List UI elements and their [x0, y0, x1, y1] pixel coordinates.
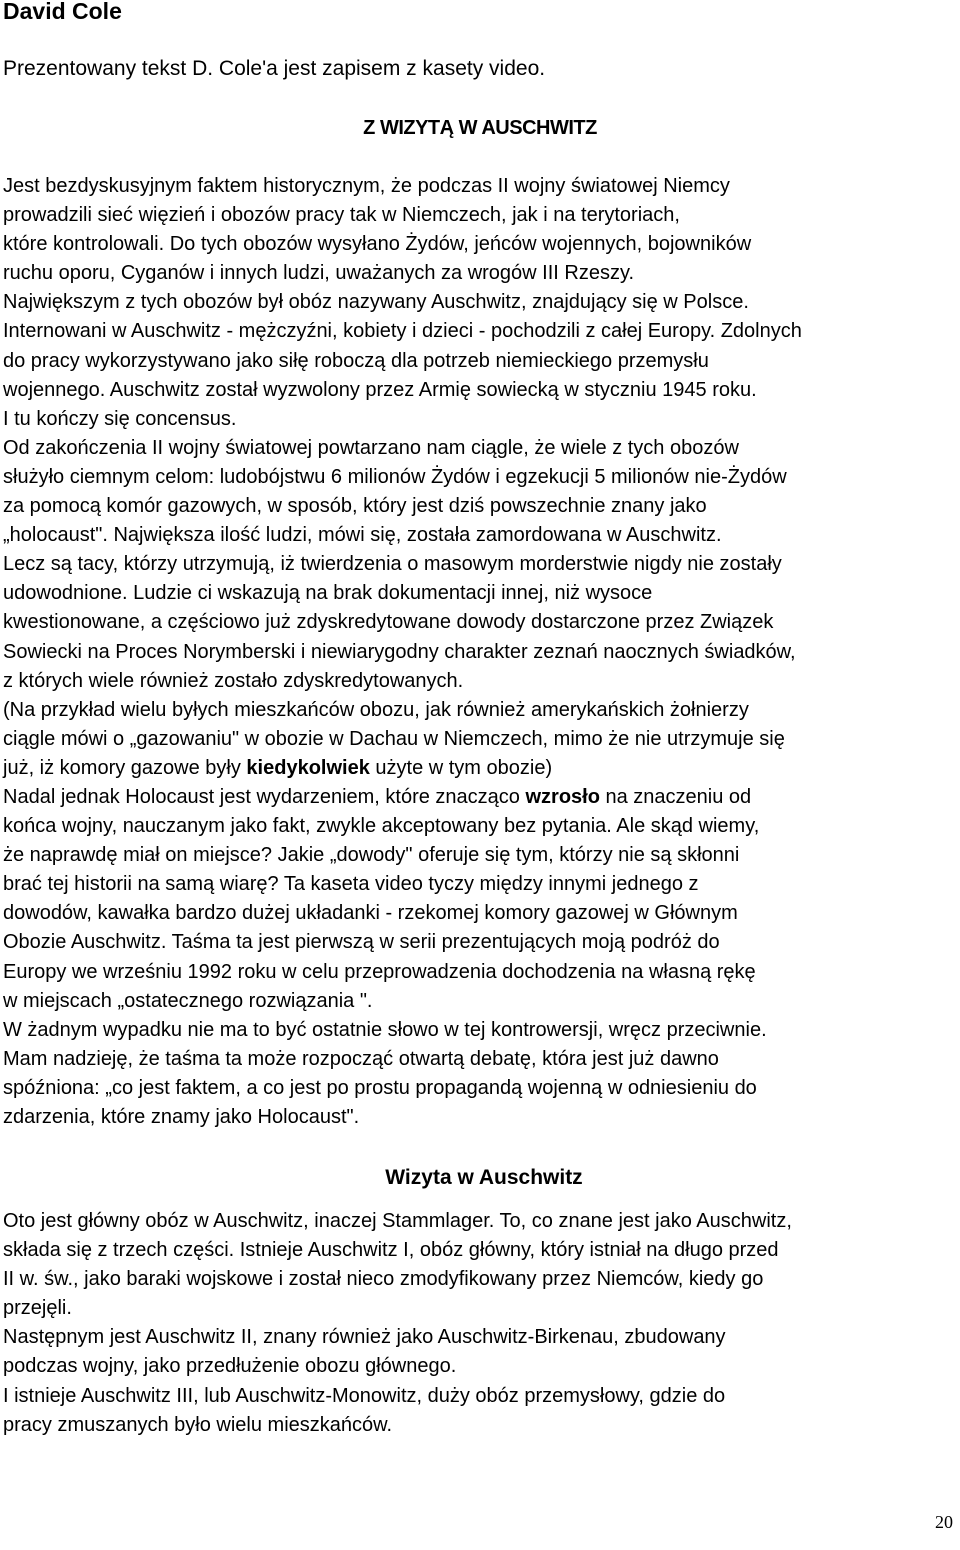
text-line: Od zakończenia II wojny światowej powtarzano nam ciągle, że wiele z tych obozów — [3, 436, 739, 459]
text-line: Europy we wrześniu 1992 roku w celu przeprowadzenia dochodzenia na własną rękę — [3, 960, 756, 983]
emphasis-text: kiedykolwiek — [246, 756, 370, 779]
text-line: zdarzenia, które znamy jako Holocaust". — [3, 1106, 360, 1128]
text-line: dowodów, kawałka bardzo dużej układanki - rzekomej komory gazowej w Głównym — [3, 902, 738, 925]
text-line: Internowani w Auschwitz - mężczyźni, kobiety i dzieci - pochodzili z całej Europy. Zdolnych — [3, 320, 802, 343]
text-line: Lecz są tacy, którzy utrzymują, iż twierdzenia o masowym morderstwie nigdy nie zostały — [3, 553, 782, 576]
text-line: z których wiele również zostało zdyskredytowanych. — [3, 669, 464, 692]
text-line: Sowiecki na Proces Norymberski i niewiarygodny charakter zeznań naocznych świadków, — [3, 640, 796, 663]
text-line: II w. św., jako baraki wojskowe i został nieco zmodyfikowany przez Niemców, kiedy go — [3, 1268, 764, 1291]
section-2-body — [3, 1207, 959, 1440]
text-line-with-bold — [3, 783, 959, 812]
text-line: podczas wojny, jako przedłużenie obozu głównego. — [3, 1355, 457, 1378]
author-name: David Cole — [3, 0, 122, 24]
text-segment: Nadal jednak Holocaust jest wydarzeniem, które znacząco — [3, 785, 526, 808]
section-1-body — [3, 172, 959, 1132]
text-line: ciągle mówi o „gazowaniu" w obozie w Dachau w Niemczech, mimo że nie utrzymuje się — [3, 727, 785, 750]
text-line: które kontrolowali. Do tych obozów wysyłano Żydów, jeńców wojennych, bojowników — [3, 233, 752, 256]
text-line: brać tej historii na samą wiarę? Ta kaseta video tyczy między innymi jednego z — [3, 873, 699, 896]
text-line: kwestionowane, a częściowo już zdyskredytowane dowody dostarczone przez Związek — [3, 611, 774, 634]
text-line: I istnieje Auschwitz III, lub Auschwitz-Monowitz, duży obóz przemysłowy, gdzie do — [3, 1384, 726, 1407]
text-line: Obozie Auschwitz. Taśma ta jest pierwszą w serii prezentujących moją podróż do — [3, 931, 720, 954]
emphasis-text: wzrosło — [525, 785, 600, 808]
text-line: Oto jest główny obóz w Auschwitz, inaczej Stammlager. To, co znane jest jako Auschwitz, — [3, 1210, 792, 1232]
text-line: końca wojny, nauczanym jako fakt, zwykle akceptowany bez pytania. Ale skąd wiemy, — [3, 815, 760, 838]
text-line: Jest bezdyskusyjnym faktem historycznym, że podczas II wojny światowej Niemcy — [3, 175, 730, 197]
text-line: W żadnym wypadku nie ma to być ostatnie słowo w tej kontrowersji, wręcz przeciwnie. — [3, 1018, 767, 1041]
section-heading-main: Z WIZYTĄ W AUSCHWITZ — [363, 117, 597, 139]
text-line: w miejscach „ostatecznego rozwiązania ". — [3, 989, 373, 1012]
text-line: do pracy wykorzystywano jako siłę roboczą dla potrzeb niemieckiego przemysłu — [3, 349, 709, 372]
text-line: Następnym jest Auschwitz II, znany również jako Auschwitz-Birkenau, zbudowany — [3, 1326, 726, 1349]
text-line: (Na przykład wielu byłych mieszkańców obozu, jak również amerykańskich żołnierzy — [3, 698, 749, 721]
text-line: udowodnione. Ludzie ci wskazują na brak dokumentacji innej, niż wysoce — [3, 582, 653, 605]
text-segment: użyte w tym obozie) — [369, 756, 553, 779]
intro-line: Prezentowany tekst D. Cole'a jest zapisem z kasety video. — [3, 57, 546, 80]
text-line: składa się z trzech części. Istnieje Auschwitz I, obóz główny, który istniał na długo przed — [3, 1239, 779, 1262]
text-line: przejęli. — [3, 1297, 72, 1320]
text-line: służyło ciemnym celom: ludobójstwu 6 milionów Żydów i egzekucji 5 milionów nie-Żydów — [3, 465, 787, 488]
text-line: za pomocą komór gazowych, w sposób, który jest dziś powszechnie znany jako — [3, 495, 707, 518]
text-line: ruchu oporu, Cyganów i innych ludzi, uważanych za wrogów III Rzeszy. — [3, 262, 635, 285]
section-heading-visit: Wizyta w Auschwitz — [385, 1166, 583, 1189]
page-number: 20 — [935, 1512, 953, 1532]
text-line: Największym z tych obozów był obóz nazywany Auschwitz, znajdujący się w Polsce. — [3, 291, 749, 314]
text-segment: już, iż komory gazowe były — [3, 756, 247, 779]
text-line: że naprawdę miał on miejsce? Jakie „dowody" oferuje się tym, którzy nie są skłonni — [3, 844, 740, 867]
text-line: wojennego. Auschwitz został wyzwolony przez Armię sowiecką w styczniu 1945 roku. — [3, 378, 757, 401]
text-line: Mam nadzieję, że taśma ta może rozpocząć otwartą debatę, która jest już dawno — [3, 1047, 719, 1070]
text-line-with-bold — [3, 754, 959, 783]
text-line: pracy zmuszanych było wielu mieszkańców. — [3, 1413, 393, 1436]
text-line: I tu kończy się concensus. — [3, 407, 237, 430]
text-line: prowadzili sieć więzień i obozów pracy tak w Niemczech, jak i na terytoriach, — [3, 204, 680, 227]
text-segment: na znaczeniu od — [599, 785, 752, 808]
text-line: spóźniona: „co jest faktem, a co jest po prostu propagandą wojenną w odniesieniu do — [3, 1076, 757, 1099]
text-line: „holocaust". Największa ilość ludzi, mówi się, została zamordowana w Auschwitz. — [3, 524, 722, 547]
